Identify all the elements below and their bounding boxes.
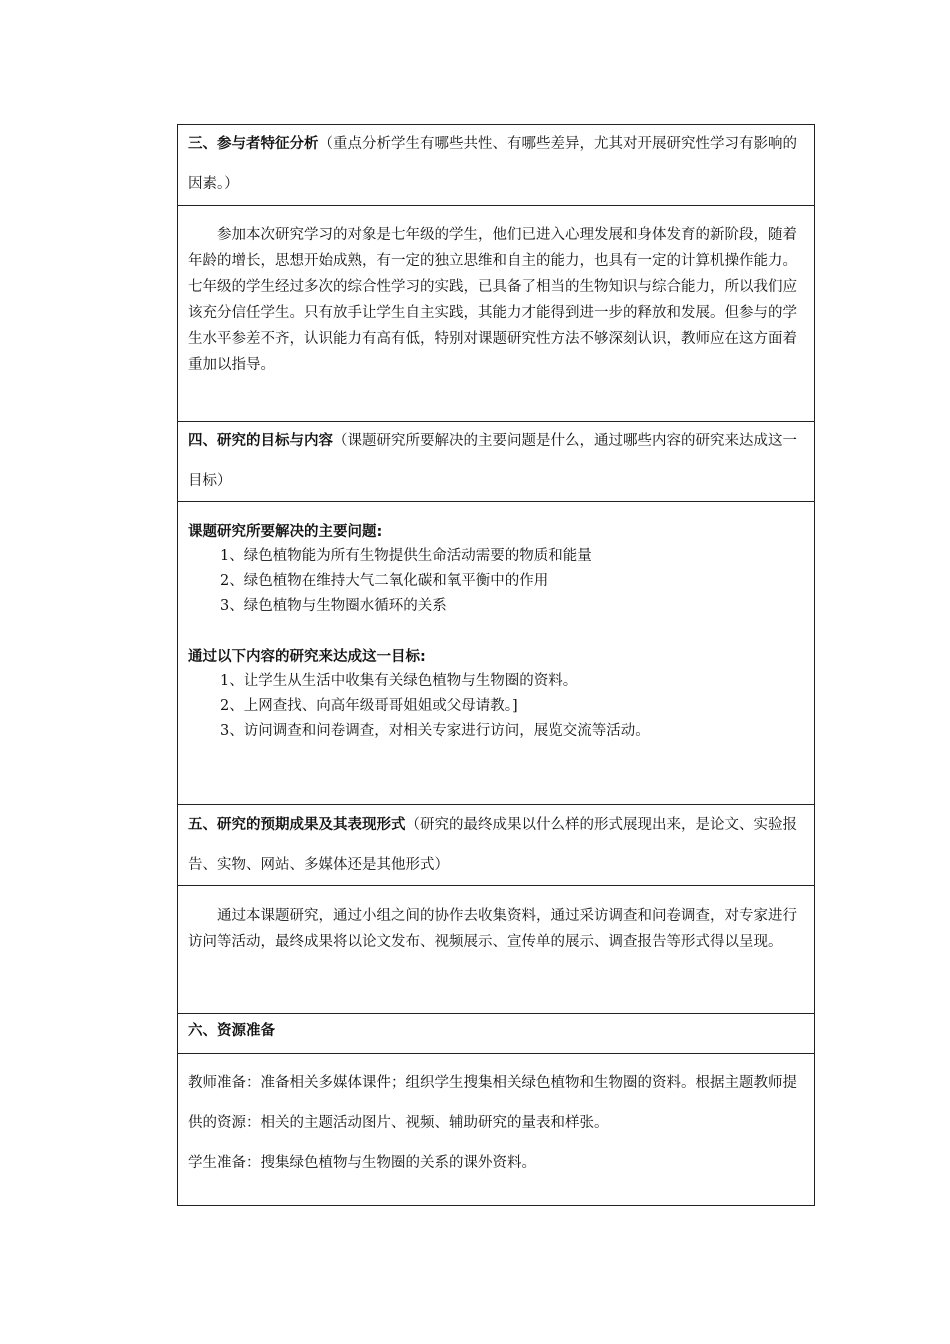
- section5-note: （研究的最终成果以什么样的形式展现出来，是论文、实验报告、实物、网站、多媒体还是其他形式）: [188, 817, 797, 873]
- section6-body: [188, 1063, 804, 1183]
- problem-item: 3、绿色植物与生物圈水循环的关系: [220, 598, 447, 614]
- student-preparation: 学生准备：搜集绿色植物与生物圈的关系的课外资料。: [188, 1155, 536, 1171]
- section5-title: 五、研究的预期成果及其表现形式: [188, 817, 406, 833]
- method-item: 3、访问调查和问卷调查，对相关专家进行访问，展览交流等活动。: [220, 723, 650, 739]
- section6-header-row: [178, 1014, 814, 1054]
- section6-body-row: [178, 1054, 814, 1207]
- section6-header: [188, 1011, 804, 1051]
- section3-body: 参加本次研究学习的对象是七年级的学生，他们已进入心理发展和身体发育的新阶段，随着年龄的增长，思想开始成熟，有一定的独立思维和自主的能力，也具有一定的计算机操作能力。七年级的学生经过多次的综合性学习的实践，已具备了相当的生物知识与综合能力，所以我们应该充分信任学生。只有放手让学生自主实践，其能力才能得到进一步的释放和发展。但参与的学生水平参差不齐，认识能力有高有低，特别对课题研究性方法不够深刻认识，教师应在这方面着重加以指导。: [188, 227, 797, 373]
- section5-body: 通过本课题研究，通过小组之间的协作去收集资料，通过采访调查和问卷调查，对专家进行访问等活动，最终成果将以论文发布、视频展示、宣传单的展示、调查报告等形式得以呈现。: [188, 908, 797, 950]
- method-item: 2、上网查找、向高年级哥哥姐姐或父母请教。]: [220, 698, 518, 714]
- method-item: 1、让学生从生活中收集有关绿色植物与生物圈的资料。: [220, 673, 578, 689]
- problem-item: 2、绿色植物在维持大气二氧化碳和氧平衡中的作用: [220, 573, 549, 589]
- plan-table: [177, 124, 815, 1206]
- section4-body: [188, 520, 804, 744]
- methods-heading: 通过以下内容的研究来达成这一目标:: [188, 649, 426, 665]
- section4-body-row: [178, 502, 814, 805]
- section3-header-row: [178, 125, 814, 206]
- section5-body-row: [178, 886, 814, 1014]
- problem-item: 1、绿色植物能为所有生物提供生命活动需要的物质和能量: [220, 548, 592, 564]
- section6-title: 六、资源准备: [188, 1023, 275, 1039]
- section5-header-row: [178, 805, 814, 886]
- section3-body-row: [178, 206, 814, 422]
- section4-header-row: [178, 422, 814, 502]
- teacher-preparation: 教师准备：准备相关多媒体课件；组织学生搜集相关绿色植物和生物圈的资料。根据主题教师提供的资源：相关的主题活动图片、视频、辅助研究的量表和样张。: [188, 1075, 797, 1131]
- section4-title: 四、研究的目标与内容: [188, 433, 333, 449]
- problems-heading: 课题研究所要解决的主要问题:: [188, 524, 383, 540]
- section4-header: [188, 421, 804, 501]
- section3-title: 三、参与者特征分析: [188, 136, 319, 152]
- section5-header: [188, 805, 804, 885]
- section3-header: [188, 124, 804, 204]
- section3-note: （重点分析学生有哪些共性、有哪些差异，尤其对开展研究性学习有影响的因素。）: [188, 136, 797, 192]
- section4-note: （课题研究所要解决的主要问题是什么，通过哪些内容的研究来达成这一目标）: [188, 433, 797, 489]
